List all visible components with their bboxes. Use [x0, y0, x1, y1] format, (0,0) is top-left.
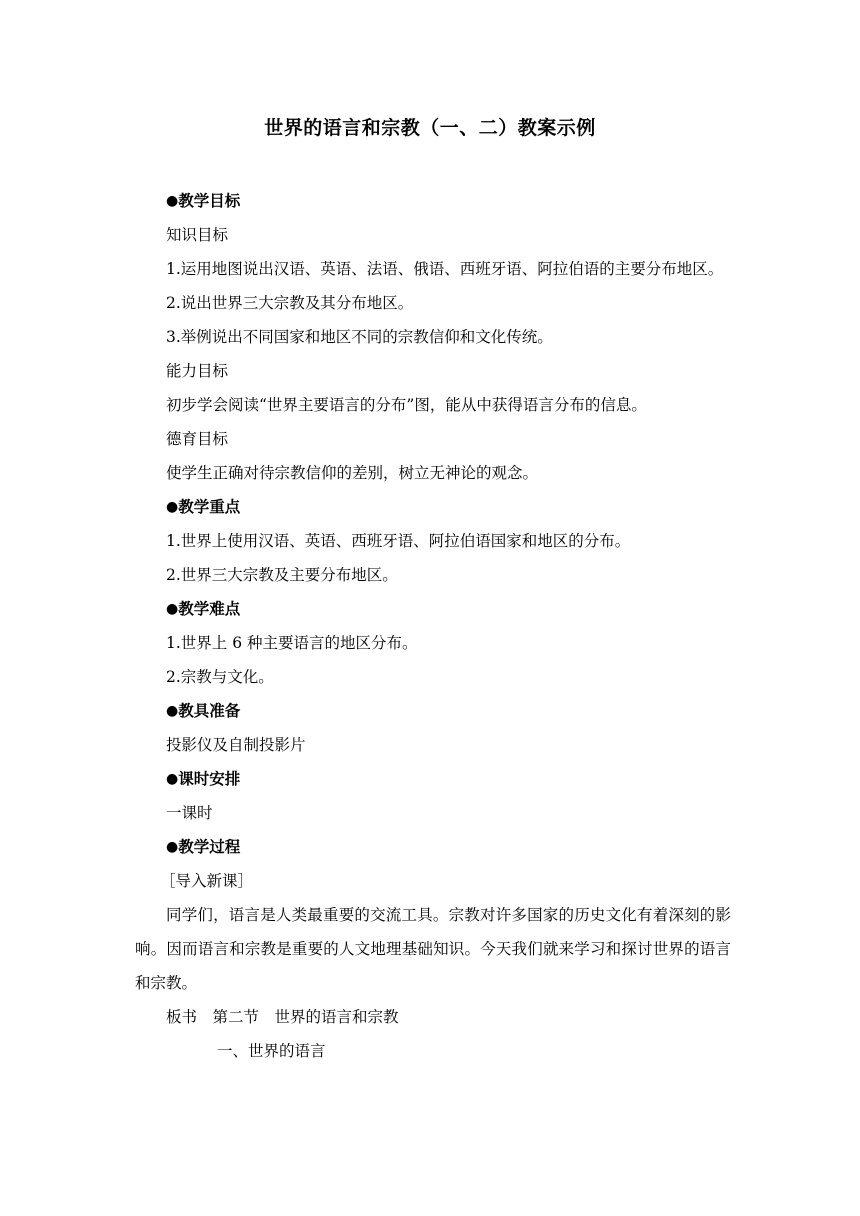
heading-text: 教学目标 [178, 192, 241, 210]
bullet-icon: ● [166, 771, 179, 787]
section-heading-process [135, 830, 731, 864]
document-title: 世界的语言和宗教（一、二）教案示例 [264, 117, 596, 139]
heading-text: 教学重点 [178, 498, 241, 516]
section-heading-schedule [135, 762, 731, 796]
heading-text: 教学难点 [178, 600, 241, 618]
section-heading-materials [135, 694, 731, 728]
subheading-moral: 德育目标 [166, 430, 229, 448]
key-point-2: 2.世界三大宗教及主要分布地区。 [166, 566, 398, 584]
knowledge-item-1: 1.运用地图说出汉语、英语、法语、俄语、西班牙语、阿拉伯语的主要分布地区。 [166, 260, 724, 278]
bullet-icon: ● [166, 499, 179, 515]
difficulty-1: 1.世界上 6 种主要语言的地区分布。 [166, 634, 418, 652]
moral-text: 使学生正确对待宗教信仰的差别，树立无神论的观念。 [166, 464, 539, 482]
heading-text: 教具准备 [178, 702, 241, 720]
section-heading-difficulties [135, 592, 731, 626]
heading-text: 课时安排 [178, 770, 241, 788]
heading-text: 教学过程 [178, 838, 241, 856]
bullet-icon: ● [166, 839, 179, 855]
board-line: 板书 第二节 世界的语言和宗教 [166, 1008, 399, 1026]
section-heading-key-points [135, 490, 731, 524]
knowledge-item-2: 2.说出世界三大宗教及其分布地区。 [166, 294, 414, 312]
ability-text: 初步学会阅读“世界主要语言的分布”图，能从中获得语言分布的信息。 [166, 396, 647, 414]
section-heading-goals [135, 184, 731, 218]
intro-text: 同学们，语言是人类最重要的交流工具。宗教对许多国家的历史文化有着深刻的影响。因而语言和宗教是重要的人文地理基础知识。今天我们就来学习和探讨世界的语言和宗教。 [135, 906, 731, 992]
bullet-icon: ● [166, 193, 179, 209]
difficulty-2: 2.宗教与文化。 [166, 668, 274, 686]
intro-label: ［导入新课］ [160, 872, 254, 890]
bullet-icon: ● [166, 703, 179, 719]
subheading-ability: 能力目标 [166, 362, 229, 380]
knowledge-item-3: 3.举例说出不同国家和地区不同的宗教信仰和文化传统。 [166, 328, 553, 346]
key-point-1: 1.世界上使用汉语、英语、西班牙语、阿拉伯语国家和地区的分布。 [166, 532, 631, 550]
subheading-knowledge: 知识目标 [166, 226, 229, 244]
document-body [135, 184, 731, 1068]
bullet-icon: ● [166, 601, 179, 617]
board-subheading: 一、世界的语言 [217, 1042, 326, 1060]
schedule-text: 一课时 [166, 804, 213, 822]
materials-text: 投影仪及自制投影片 [166, 736, 306, 754]
